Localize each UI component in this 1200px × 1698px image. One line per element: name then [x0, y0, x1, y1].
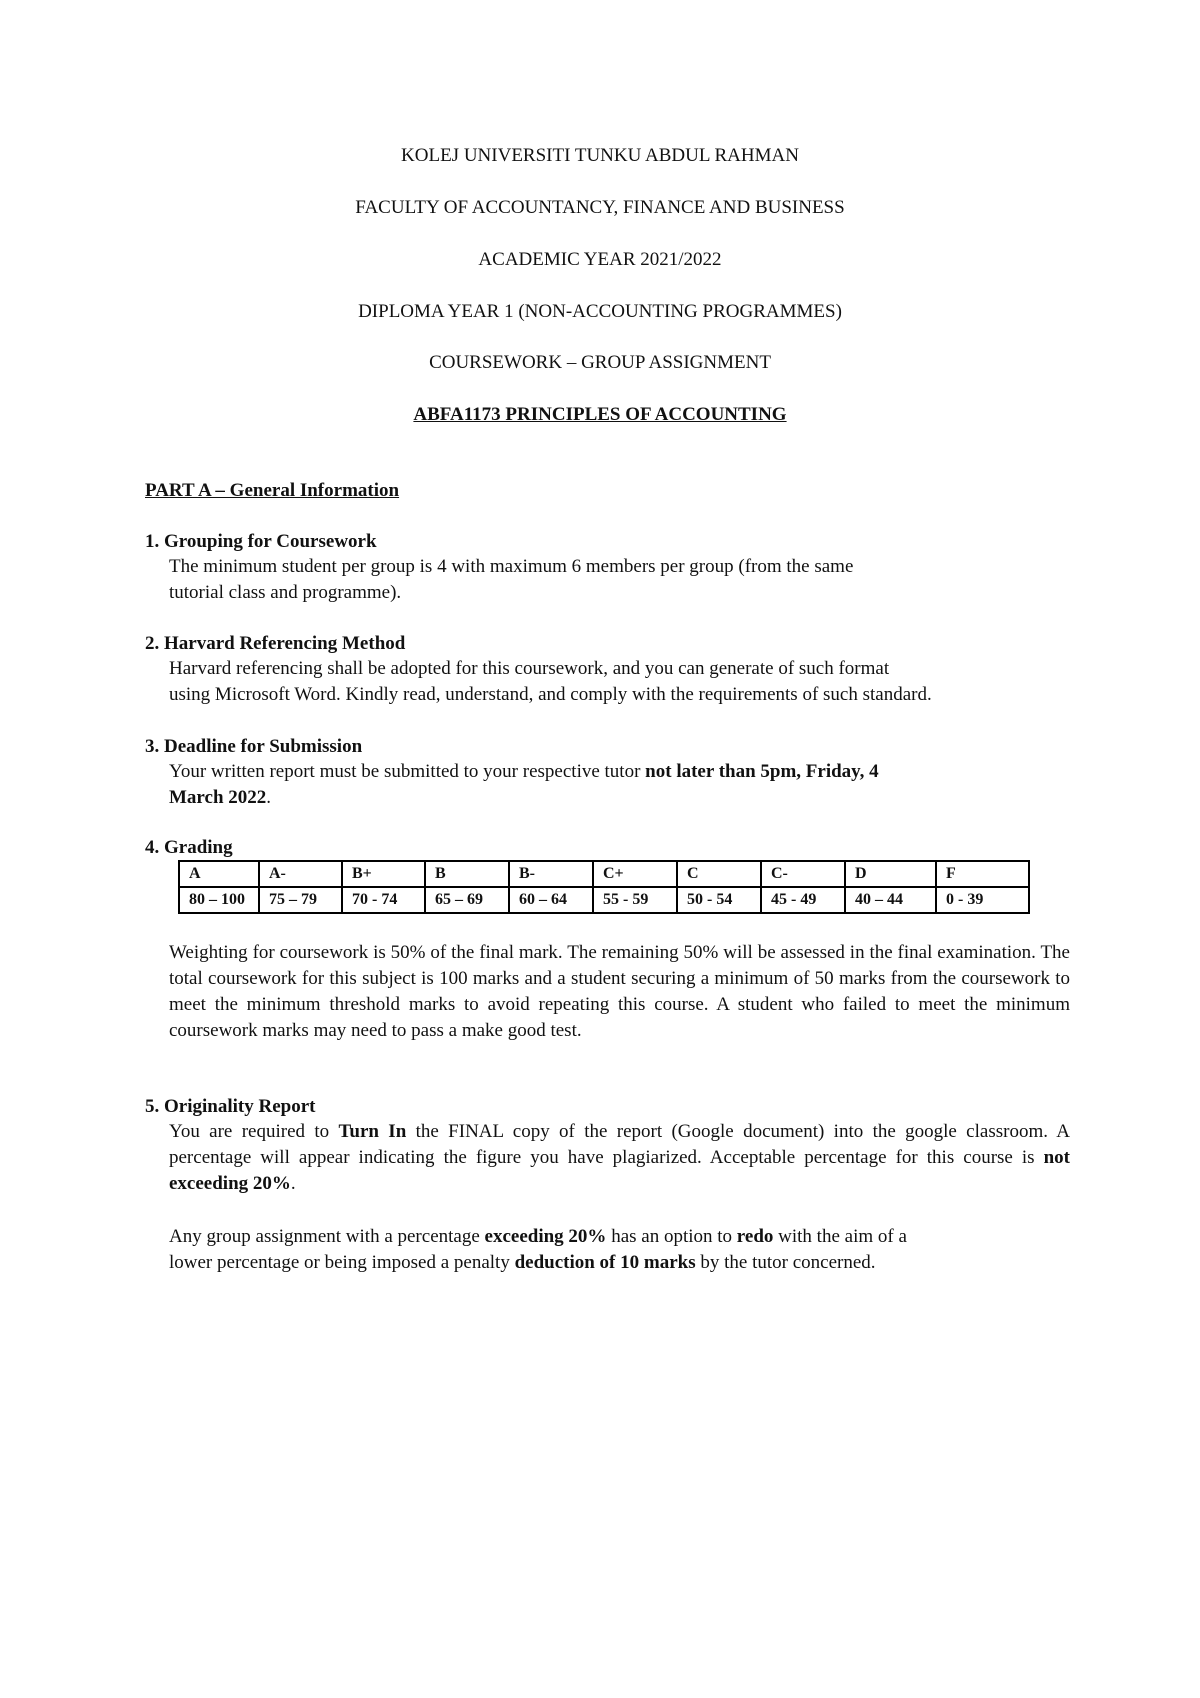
grade-cell: A: [179, 861, 259, 887]
deadline-line-2: [169, 785, 1070, 811]
exceeding-bold: exceeding 20%: [484, 1226, 607, 1247]
grade-cell: A-: [259, 861, 342, 887]
deadline-bold-2: March 2022: [169, 787, 267, 808]
section-originality: [145, 1095, 1070, 1197]
penalty-line-2: [169, 1250, 1070, 1276]
turn-in-bold: Turn In: [338, 1121, 407, 1142]
grading-table: [178, 860, 1030, 914]
section-grading: [145, 836, 1070, 860]
deadline-heading: 3. Deadline for Submission: [145, 736, 363, 757]
harvard-line-1: Harvard referencing shall be adopted for this coursework, and you can generate of such format: [169, 658, 890, 679]
section-harvard: [145, 632, 1070, 708]
deadline-body: [169, 759, 1070, 811]
harvard-line-2: using Microsoft Word. Kindly read, understand, and comply with the requirements of such standard.: [169, 684, 932, 705]
grade-cell: B+: [342, 861, 425, 887]
penalty-line-1: [169, 1224, 1070, 1250]
pen-text-c: has an option to: [606, 1226, 737, 1247]
range-cell: 0 - 39: [936, 887, 1029, 913]
originality-paragraph-1: [169, 1119, 1070, 1197]
grade-cell: B: [425, 861, 509, 887]
not-exceeding-bold: not exceeding 20%: [169, 1147, 1070, 1194]
grade-range-row: [179, 887, 1029, 913]
redo-bold: redo: [736, 1226, 774, 1247]
grade-cell: C: [677, 861, 761, 887]
pen-text-h: by the tutor concerned.: [695, 1252, 876, 1273]
orig-text-e: .: [290, 1173, 296, 1194]
orig-text-a: You are required to: [169, 1121, 339, 1142]
range-cell: 60 – 64: [509, 887, 593, 913]
range-cell: 70 - 74: [342, 887, 425, 913]
grading-weighting: [145, 940, 1070, 1044]
range-cell: 65 – 69: [425, 887, 509, 913]
range-cell: 40 – 44: [845, 887, 936, 913]
originality-paragraph-2: [169, 1224, 1070, 1276]
grade-cell: C+: [593, 861, 677, 887]
deadline-period: .: [266, 787, 272, 808]
pen-text-f: lower percentage or being imposed a penalty: [169, 1252, 515, 1273]
grouping-body: [169, 554, 1070, 606]
grading-heading: 4. Grading: [145, 837, 233, 858]
originality-heading: 5. Originality Report: [145, 1096, 316, 1117]
university-name: KOLEJ UNIVERSITI TUNKU ABDUL RAHMAN: [401, 145, 799, 166]
grade-cell: F: [936, 861, 1029, 887]
part-a-heading: PART A – General Information: [145, 480, 400, 501]
grade-letter-row: [179, 861, 1029, 887]
grade-cell: B-: [509, 861, 593, 887]
pen-text-a: Any group assignment with a percentage: [169, 1226, 485, 1247]
deduction-bold: deduction of 10 marks: [514, 1252, 696, 1273]
range-cell: 75 – 79: [259, 887, 342, 913]
academic-year: ACADEMIC YEAR 2021/2022: [478, 249, 722, 270]
programme-title: DIPLOMA YEAR 1 (NON-ACCOUNTING PROGRAMMES): [358, 301, 842, 322]
grouping-heading: 1. Grouping for Coursework: [145, 531, 377, 552]
grouping-line-2: tutorial class and programme).: [169, 582, 402, 603]
originality-penalty: [145, 1224, 1070, 1276]
pen-text-e: with the aim of a: [773, 1226, 907, 1247]
section-grouping: [145, 530, 1070, 606]
range-cell: 50 - 54: [677, 887, 761, 913]
range-cell: 80 – 100: [179, 887, 259, 913]
grouping-line-1: The minimum student per group is 4 with maximum 6 members per group (from the same: [169, 556, 854, 577]
harvard-heading: 2. Harvard Referencing Method: [145, 633, 406, 654]
grading-paragraph: Weighting for coursework is 50% of the final mark. The remaining 50% will be assessed in the final examination. The total coursework for this subject is 100 marks and a student securing a minimum of 50 marks from the coursework to meet the minimum threshold marks to avoid repeating this course. A student who failed to meet the minimum coursework marks may need to pass a make good test.: [169, 942, 1070, 1041]
deadline-bold-1: not later than 5pm, Friday, 4: [645, 761, 879, 782]
harvard-body: [169, 656, 1070, 708]
grade-cell: D: [845, 861, 936, 887]
orig-text-c: the FINAL copy of the report (Google document) into the google classroom. A percentage will appear indicating the figure you have plagiarized. Acceptable percentage for this course is: [169, 1121, 1070, 1168]
section-deadline: [145, 735, 1070, 811]
course-title: [0, 403, 1200, 427]
grade-cell: C-: [761, 861, 845, 887]
course-title-text: ABFA1173 PRINCIPLES OF ACCOUNTING: [413, 404, 787, 425]
deadline-text: Your written report must be submitted to your respective tutor: [169, 761, 646, 782]
faculty-name: FACULTY OF ACCOUNTANCY, FINANCE AND BUSINESS: [355, 197, 845, 218]
deadline-line-1: [169, 759, 1070, 785]
range-cell: 45 - 49: [761, 887, 845, 913]
coursework-type: COURSEWORK – GROUP ASSIGNMENT: [429, 352, 771, 373]
range-cell: 55 - 59: [593, 887, 677, 913]
